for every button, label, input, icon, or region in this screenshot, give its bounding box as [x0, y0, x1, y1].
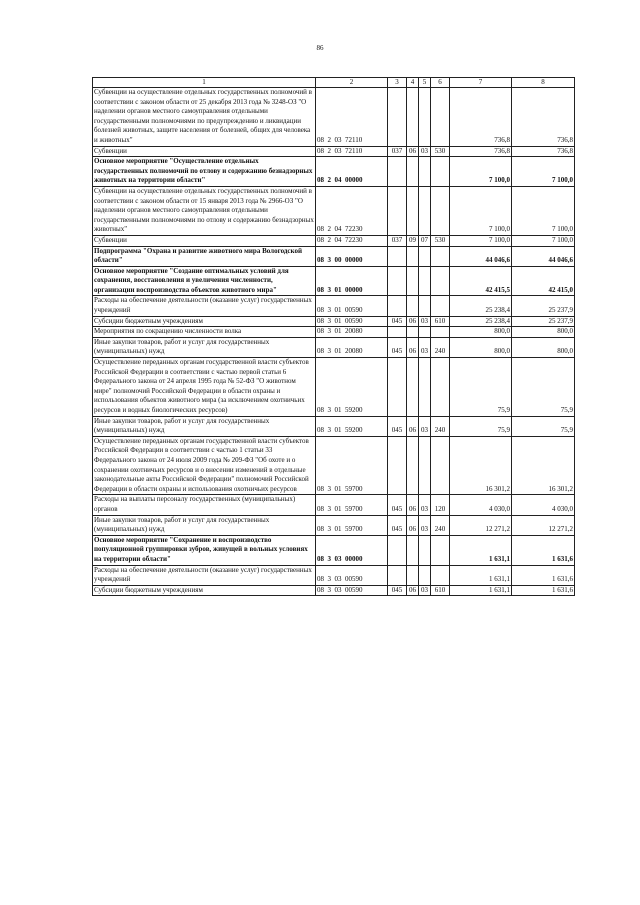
row-amount-col8-cell: 4 030,0: [512, 495, 575, 515]
row-expense-type-cell: [431, 565, 450, 585]
row-code-cell: 08 3 01 59700: [316, 436, 388, 495]
row-code-cell: 08 3 01 00590: [316, 316, 388, 327]
row-name-cell: Иные закупки товаров, работ и услуг для государственных (муниципальных) нужд: [93, 337, 316, 357]
row-subsection-cell: 03: [419, 515, 431, 535]
row-amount-col8-cell: 25 237,9: [512, 316, 575, 327]
row-expense-type-cell: 610: [431, 585, 450, 596]
table-row: [93, 436, 575, 495]
row-amount-col8-cell: 75,9: [512, 358, 575, 417]
table-row: [93, 535, 575, 565]
row-expense-type-cell: [431, 246, 450, 266]
row-expense-type-cell: 240: [431, 515, 450, 535]
table-row: [93, 327, 575, 338]
row-section-cell: [407, 157, 419, 187]
table-row: [93, 266, 575, 296]
row-code-cell: 08 2 04 72230: [316, 186, 388, 235]
row-amount-col8-cell: 7 100,0: [512, 235, 575, 246]
row-amount-col7-cell: 25 238,4: [450, 316, 512, 327]
row-admin-code-cell: 045: [388, 416, 407, 436]
row-amount-col7-cell: 736,8: [450, 88, 512, 147]
row-amount-col8-cell: 800,0: [512, 327, 575, 338]
table-row: [93, 246, 575, 266]
row-expense-type-cell: [431, 266, 450, 296]
row-subsection-cell: [419, 327, 431, 338]
row-admin-code-cell: [388, 327, 407, 338]
row-section-cell: [407, 246, 419, 266]
row-expense-type-cell: [431, 327, 450, 338]
table-row: [93, 316, 575, 327]
header-col-1: 1: [93, 78, 316, 88]
table-row: [93, 337, 575, 357]
row-amount-col7-cell: 7 100,0: [450, 157, 512, 187]
table-row: [93, 515, 575, 535]
row-section-cell: [407, 565, 419, 585]
row-admin-code-cell: 045: [388, 585, 407, 596]
row-section-cell: 06: [407, 416, 419, 436]
row-amount-col8-cell: 7 100,0: [512, 186, 575, 235]
row-amount-col7-cell: 75,9: [450, 416, 512, 436]
row-amount-col8-cell: 736,8: [512, 88, 575, 147]
row-subsection-cell: [419, 157, 431, 187]
row-amount-col8-cell: 75,9: [512, 416, 575, 436]
row-name-cell: Субвенции: [93, 146, 316, 157]
row-expense-type-cell: [431, 296, 450, 316]
header-col-3: 3: [388, 78, 407, 88]
table-header-row: [93, 78, 575, 88]
table-row: [93, 157, 575, 187]
row-code-cell: 08 3 01 59700: [316, 515, 388, 535]
row-expense-type-cell: 120: [431, 495, 450, 515]
row-name-cell: Субвенции на осуществление отдельных государственных полномочий в соответствии с законом области от 15 января 2013 года № 2966-ОЗ "О наделении органов местного самоуправления отдельными государственными полномочиями по отлову и содержанию безнадзорных животных": [93, 186, 316, 235]
row-amount-col8-cell: 736,8: [512, 146, 575, 157]
row-amount-col7-cell: 25 238,4: [450, 296, 512, 316]
table-row: [93, 235, 575, 246]
table-row: [93, 186, 575, 235]
row-amount-col7-cell: 12 271,2: [450, 515, 512, 535]
row-amount-col7-cell: 1 631,1: [450, 565, 512, 585]
table-row: [93, 565, 575, 585]
row-subsection-cell: [419, 358, 431, 417]
row-amount-col7-cell: 42 415,5: [450, 266, 512, 296]
row-section-cell: [407, 266, 419, 296]
row-amount-col8-cell: 16 301,2: [512, 436, 575, 495]
row-name-cell: Субвенции на осуществление отдельных государственных полномочий в соответствии с законом области от 25 декабря 2013 года № 3248-ОЗ "О наделении органов местного самоуправления отдельными государственными полномочиями по предупреждению и ликвидации болезней животных, защите населения от болезней, общих для человека и животных": [93, 88, 316, 147]
row-code-cell: 08 3 01 00000: [316, 266, 388, 296]
row-name-cell: Субсидии бюджетным учреждениям: [93, 585, 316, 596]
row-code-cell: 08 3 01 59200: [316, 416, 388, 436]
row-subsection-cell: 03: [419, 146, 431, 157]
row-expense-type-cell: [431, 88, 450, 147]
row-name-cell: Осуществление переданных органам государственной власти субъектов Российской Федерации в соответствии с частью 1 статьи 33 Федерального закона от 24 июля 2009 года № 209-ФЗ "Об охоте и о сохранении охотничьих ресурсов и о внесении изменений в отдельные законодательные акты Российской Федерации" полномочий Российской Федерации в области охраны и использования охотничьих ресурсов: [93, 436, 316, 495]
table-row: [93, 296, 575, 316]
row-subsection-cell: 03: [419, 337, 431, 357]
row-section-cell: 06: [407, 585, 419, 596]
row-code-cell: 08 3 01 00590: [316, 296, 388, 316]
row-code-cell: 08 3 01 59700: [316, 495, 388, 515]
row-expense-type-cell: 610: [431, 316, 450, 327]
row-admin-code-cell: 045: [388, 337, 407, 357]
budget-table: [92, 77, 575, 596]
row-admin-code-cell: [388, 296, 407, 316]
row-code-cell: 08 2 03 72110: [316, 88, 388, 147]
row-name-cell: Основное мероприятие "Сохранение и воспроизводство популяционной группировки зубров, живущей в вольных условиях на территории области": [93, 535, 316, 565]
row-subsection-cell: [419, 296, 431, 316]
row-admin-code-cell: [388, 358, 407, 417]
row-section-cell: [407, 436, 419, 495]
row-amount-col7-cell: 7 100,0: [450, 186, 512, 235]
row-amount-col7-cell: 75,9: [450, 358, 512, 417]
row-code-cell: 08 2 03 72110: [316, 146, 388, 157]
row-subsection-cell: 07: [419, 235, 431, 246]
row-expense-type-cell: [431, 535, 450, 565]
row-code-cell: 08 3 01 20080: [316, 337, 388, 357]
row-amount-col8-cell: 1 631,6: [512, 565, 575, 585]
row-name-cell: Осуществление переданных органам государственной власти субъектов Российской Федерации в соответствии с частью первой статьи 6 Федерального закона от 24 апреля 1995 года № 52-ФЗ "О животном мире" полномочий Российской Федерации в области охраны и использования объектов животного мира (за исключением охотничьих ресурсов и водных биологических ресурсов): [93, 358, 316, 417]
row-section-cell: 09: [407, 235, 419, 246]
row-code-cell: 08 3 00 00000: [316, 246, 388, 266]
row-amount-col8-cell: 42 415,0: [512, 266, 575, 296]
row-subsection-cell: 03: [419, 495, 431, 515]
row-amount-col7-cell: 800,0: [450, 327, 512, 338]
row-subsection-cell: [419, 535, 431, 565]
row-admin-code-cell: [388, 157, 407, 187]
row-admin-code-cell: [388, 436, 407, 495]
row-amount-col8-cell: 800,0: [512, 337, 575, 357]
row-admin-code-cell: 045: [388, 316, 407, 327]
row-name-cell: Иные закупки товаров, работ и услуг для государственных (муниципальных) нужд: [93, 416, 316, 436]
row-subsection-cell: 03: [419, 585, 431, 596]
row-code-cell: 08 3 03 00590: [316, 565, 388, 585]
row-name-cell: Основное мероприятие "Осуществление отдельных государственных полномочий по отлову и содержанию безнадзорных животных на территории области": [93, 157, 316, 187]
row-admin-code-cell: 037: [388, 235, 407, 246]
row-name-cell: Мероприятия по сокращению численности волка: [93, 327, 316, 338]
row-section-cell: [407, 296, 419, 316]
row-subsection-cell: [419, 186, 431, 235]
row-expense-type-cell: [431, 358, 450, 417]
row-admin-code-cell: 045: [388, 495, 407, 515]
row-code-cell: 08 3 03 00000: [316, 535, 388, 565]
row-name-cell: Основное мероприятие "Создание оптимальных условий для сохранения, восстановления и увеличения численности, организации воспроизводства объектов животного мира": [93, 266, 316, 296]
table-row: [93, 585, 575, 596]
row-admin-code-cell: [388, 186, 407, 235]
row-amount-col8-cell: 1 631,6: [512, 585, 575, 596]
row-name-cell: Расходы на обеспечение деятельности (оказание услуг) государственных учреждений: [93, 296, 316, 316]
row-name-cell: Субвенции: [93, 235, 316, 246]
row-section-cell: 06: [407, 495, 419, 515]
row-expense-type-cell: 240: [431, 337, 450, 357]
row-amount-col8-cell: 7 100,0: [512, 157, 575, 187]
row-code-cell: 08 3 01 59200: [316, 358, 388, 417]
row-section-cell: [407, 327, 419, 338]
row-subsection-cell: [419, 246, 431, 266]
row-admin-code-cell: [388, 535, 407, 565]
row-section-cell: 06: [407, 515, 419, 535]
header-col-5: 5: [419, 78, 431, 88]
row-expense-type-cell: 240: [431, 416, 450, 436]
row-amount-col7-cell: 16 301,2: [450, 436, 512, 495]
row-name-cell: Расходы на выплаты персоналу государственных (муниципальных) органов: [93, 495, 316, 515]
row-name-cell: Иные закупки товаров, работ и услуг для государственных (муниципальных) нужд: [93, 515, 316, 535]
row-expense-type-cell: [431, 157, 450, 187]
row-expense-type-cell: 530: [431, 235, 450, 246]
page-number: 86: [316, 44, 324, 52]
row-section-cell: 06: [407, 146, 419, 157]
row-admin-code-cell: [388, 246, 407, 266]
row-subsection-cell: [419, 436, 431, 495]
row-subsection-cell: 03: [419, 316, 431, 327]
row-section-cell: [407, 186, 419, 235]
row-subsection-cell: [419, 88, 431, 147]
row-subsection-cell: [419, 565, 431, 585]
row-admin-code-cell: [388, 565, 407, 585]
table-row: [93, 416, 575, 436]
row-section-cell: [407, 358, 419, 417]
row-amount-col7-cell: 44 046,6: [450, 246, 512, 266]
row-expense-type-cell: [431, 436, 450, 495]
row-amount-col7-cell: 736,8: [450, 146, 512, 157]
header-col-2: 2: [316, 78, 388, 88]
row-code-cell: 08 3 01 20080: [316, 327, 388, 338]
row-amount-col8-cell: 25 237,9: [512, 296, 575, 316]
row-amount-col7-cell: 1 631,1: [450, 535, 512, 565]
header-col-7: 7: [450, 78, 512, 88]
row-subsection-cell: 03: [419, 416, 431, 436]
row-section-cell: [407, 535, 419, 565]
row-admin-code-cell: [388, 266, 407, 296]
row-amount-col7-cell: 1 631,1: [450, 585, 512, 596]
row-expense-type-cell: [431, 186, 450, 235]
header-col-6: 6: [431, 78, 450, 88]
row-expense-type-cell: 530: [431, 146, 450, 157]
table-row: [93, 495, 575, 515]
row-section-cell: [407, 88, 419, 147]
row-code-cell: 08 2 04 00000: [316, 157, 388, 187]
row-admin-code-cell: 045: [388, 515, 407, 535]
row-amount-col7-cell: 4 030,0: [450, 495, 512, 515]
row-amount-col7-cell: 800,0: [450, 337, 512, 357]
row-code-cell: 08 2 04 72230: [316, 235, 388, 246]
row-amount-col8-cell: 44 046,6: [512, 246, 575, 266]
row-code-cell: 08 3 03 00590: [316, 585, 388, 596]
table-row: [93, 88, 575, 147]
row-amount-col7-cell: 7 100,0: [450, 235, 512, 246]
row-section-cell: 06: [407, 316, 419, 327]
row-admin-code-cell: 037: [388, 146, 407, 157]
table-row: [93, 146, 575, 157]
row-admin-code-cell: [388, 88, 407, 147]
row-amount-col8-cell: 1 631,6: [512, 535, 575, 565]
row-name-cell: Расходы на обеспечение деятельности (оказание услуг) государственных учреждений: [93, 565, 316, 585]
row-name-cell: Подпрограмма "Охрана и развитие животного мира Вологодской области": [93, 246, 316, 266]
table-body: [93, 88, 575, 596]
row-name-cell: Субсидии бюджетным учреждениям: [93, 316, 316, 327]
row-section-cell: 06: [407, 337, 419, 357]
header-col-4: 4: [407, 78, 419, 88]
row-subsection-cell: [419, 266, 431, 296]
table-row: [93, 358, 575, 417]
row-amount-col8-cell: 12 271,2: [512, 515, 575, 535]
header-col-8: 8: [512, 78, 575, 88]
